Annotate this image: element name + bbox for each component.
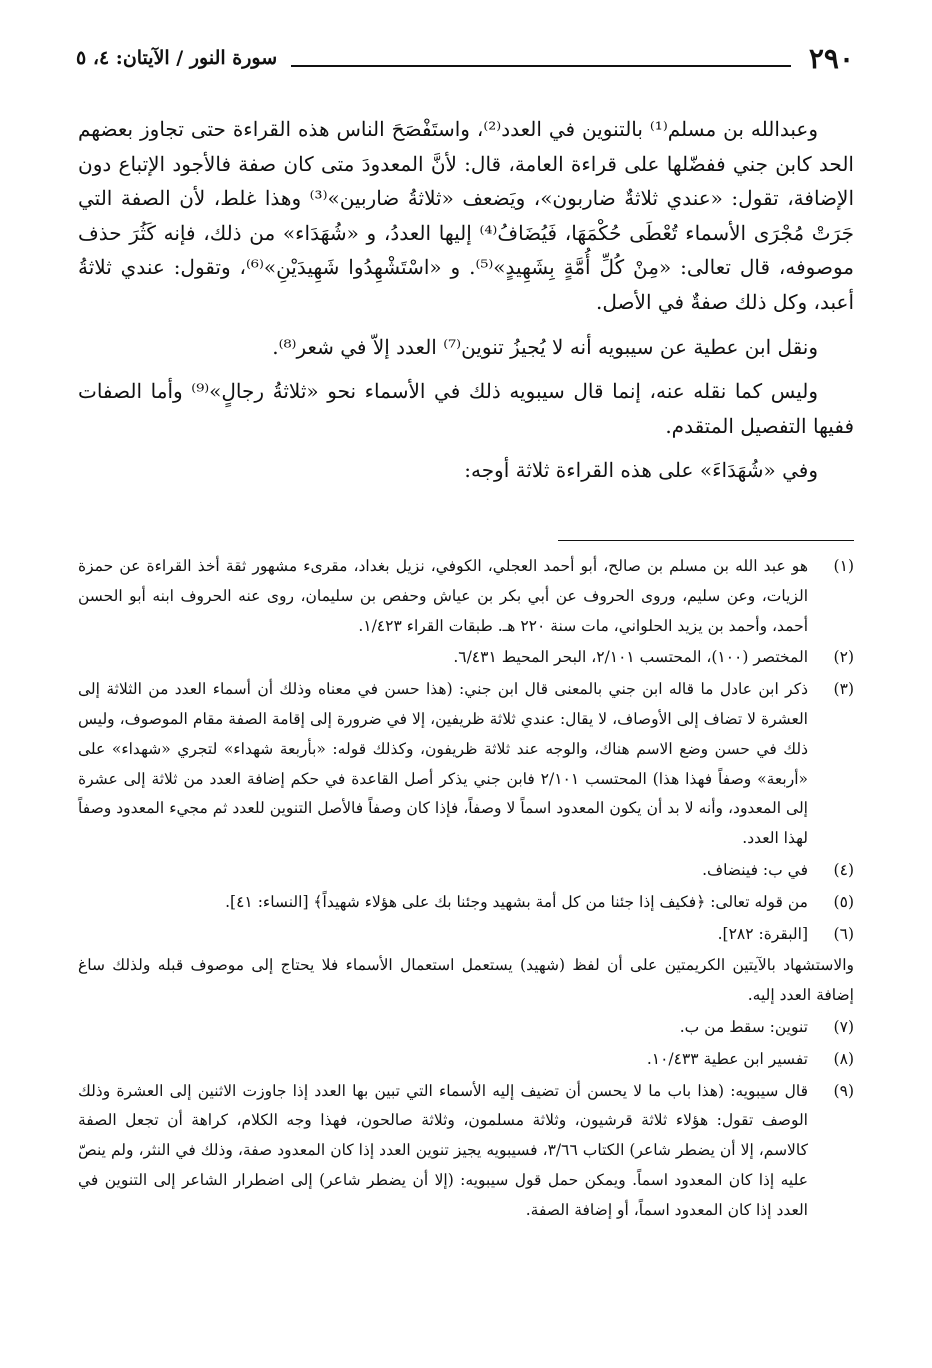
- footnote-continuation: والاستشهاد بالآيتين الكريمتين على أن لفظ (شهيد) يستعمل استعمال الأسماء فلا يحتاج إلى موصوف قبله ولذلك ساغ إضافة العدد إليه.: [78, 956, 854, 1005]
- paragraph: ونقل ابن عطية عن سيبويه أنه لا يُجيزُ تنوين⁽⁷⁾ العدد إلاّ في شعر⁽⁸⁾.: [272, 334, 818, 359]
- footnote-text: [البقرة: ٢٨٢].: [717, 924, 808, 943]
- footnote: [78, 1045, 854, 1075]
- footnote-text: تنوين: سقط من ب.: [679, 1017, 808, 1036]
- footnote-text: في ب: فينضاف.: [702, 860, 808, 879]
- page-number: ٢٩٠: [808, 41, 854, 75]
- paragraph: وفي «شُهَدَاءَ» على هذه القراءة ثلاثة أوجه:: [464, 458, 818, 483]
- footnote: [78, 643, 854, 673]
- footnote: [78, 1077, 854, 1226]
- paragraph: وليس كما نقله عنه، إنما قال سيبويه ذلك في الأسماء نحو «ثلاثةُ رجالٍ»⁽⁹⁾ وأما الصفات ففيها التفصيل المتقدم.: [78, 379, 854, 438]
- footnotes: [78, 552, 854, 1228]
- footnote-text: هو عبد الله بن مسلم بن صالح، أبو أحمد العجلي، الكوفي، نزيل بغداد، مقرىء مشهور ثقة أخذ القراءة عن حمزة الزيات، وعن سليم، وروى الحروف عن أبي بكر بن عياش وحفص بن سليمان، روى عنه الحروف ابنه أبو الحسن أحمد، وأحمد بن يزيد الحلواني، مات سنة ٢٢٠ هـ. طبقات القراء ١/٤٢٣.: [78, 557, 808, 635]
- running-title: سورة النور / الآيتان: ٤، ٥: [76, 47, 278, 69]
- header-rule: [291, 65, 791, 67]
- footnote-number: (٩): [833, 1081, 854, 1100]
- footnote-text: قال سيبويه: (هذا باب ما لا يحسن أن تضيف إليه الأسماء التي تبين بها العدد إذا جاوزت الاثنين إلى العشرة وذلك الوصف تقول: هؤلاء ثلاثة قرشيون، وثلاثة مسلمون، وثلاثة صالحون، فهذا وجه الكلام، كراهة أن تجعل الصفة كالاسم، إلا أن يضطر شاعر) الكتاب ٣/٦٦، فسيبويه يجيز تنوين العدد إذا كان المعدود صفة، وذلك في النثر، ولم ينصّ عليه إذا كان المعدود اسماً. ويمكن حمل قول سيبويه: (إلا أن يضطر شاعر) إلى اضطرار الشاعر إلى التنوين في العدد إذا كان المعدود اسماً، أو إضافة الصفة.: [78, 1081, 808, 1219]
- page-header: [76, 38, 854, 78]
- footnote-text: من قوله تعالى: ﴿فكيف إذا جئنا من كل أمة بشهيد وجئنا بك على هؤلاء شهيداً﴾ [النساء: ٤١].: [225, 892, 808, 911]
- footnote-number: (٣): [833, 680, 854, 699]
- footnote-number: (١): [833, 557, 854, 575]
- paragraph: وعبدالله بن مسلم⁽¹⁾ بالتنوين في العدد⁽²⁾، واستَفْصَحَ الناس هذه القراءة حتى تجاوز بعضهم الحد كابن جني ففضّلها على قراءة العامة، قال: لأنَّ المعدودَ متى كان صفة فالأجود الإتباع دون الإضافة، تقول: «عندي ثلاثةٌ ضاربون»، ويَضعف «ثلاثةُ ضاربين»⁽³⁾ وهذا غلط، لأن الصفة التي جَرَتْ مُجْرَى الأسماء تُعْطَى حُكْمَهَا، فَيُضَافُ⁽⁴⁾ إليها العددُ، و «شُهَدَاء» من ذلك، فإنه كَثُرَ حذف موصوفه، قال تعالى: «مِنْ كُلِّ أُمَّةٍ بِشَهِيدٍ»⁽⁵⁾. و «اسْتَشْهِدُوا شَهِيدَيْنِ»⁽⁶⁾، وتقول: عندي ثلاثةُ أعبد، وكل ذلك صفةٌ في الأصل.: [78, 117, 854, 314]
- footnote-number: (٨): [833, 1049, 854, 1068]
- footnote: [78, 920, 854, 950]
- footnote: [78, 1013, 854, 1043]
- footnote-separator: [558, 540, 854, 541]
- footnote-number: (٤): [833, 860, 854, 879]
- footnote-number: (٢): [833, 648, 854, 667]
- footnote-number: (٧): [833, 1017, 854, 1036]
- footnote-text: المختصر (١٠٠)، المحتسب ٢/١٠١، البحر المحيط ٦/٤٣١.: [453, 648, 808, 667]
- footnote-number: (٦): [833, 924, 854, 943]
- footnote-number: (٥): [833, 892, 854, 911]
- footnote-text: ذكر ابن عادل ما قاله ابن جني بالمعنى قال ابن جني: (هذا حسن في معناه وذلك أن أسماء العدد من الثلاثة إلى العشرة لا تضاف إلى الأوصاف، لا يقال: عندي ثلاثة ظريفين، إلا في ضرورة إلى إقامة الصفة مقام الموصوف، وليس ذلك في حسن وضع الاسم هناك، والوجه عند ثلاثة ظريفون، وكذلك قوله: «بأربعة شهداء» لتجري «شهداء» على «أربعة» وصفاً فهذا هذا) المحتسب ٢/١٠١ فابن جني يذكر أصل القاعدة في حكم إضافة العدد من ثلاثة إلى عشرة إلى المعدود، وأنه لا بد أن يكون المعدود اسماً لا وصفاً، فإذا كان وصفاً فالأصل التنوين للعدد ثم مجيء المعدود وصفاً لهذا العدد.: [78, 680, 808, 848]
- footnote: [78, 675, 854, 854]
- footnote: [78, 856, 854, 886]
- main-text: [78, 112, 854, 488]
- footnote-text: تفسير ابن عطية ١٠/٤٣٣.: [646, 1049, 808, 1068]
- footnote: [78, 888, 854, 918]
- footnote: [78, 552, 854, 641]
